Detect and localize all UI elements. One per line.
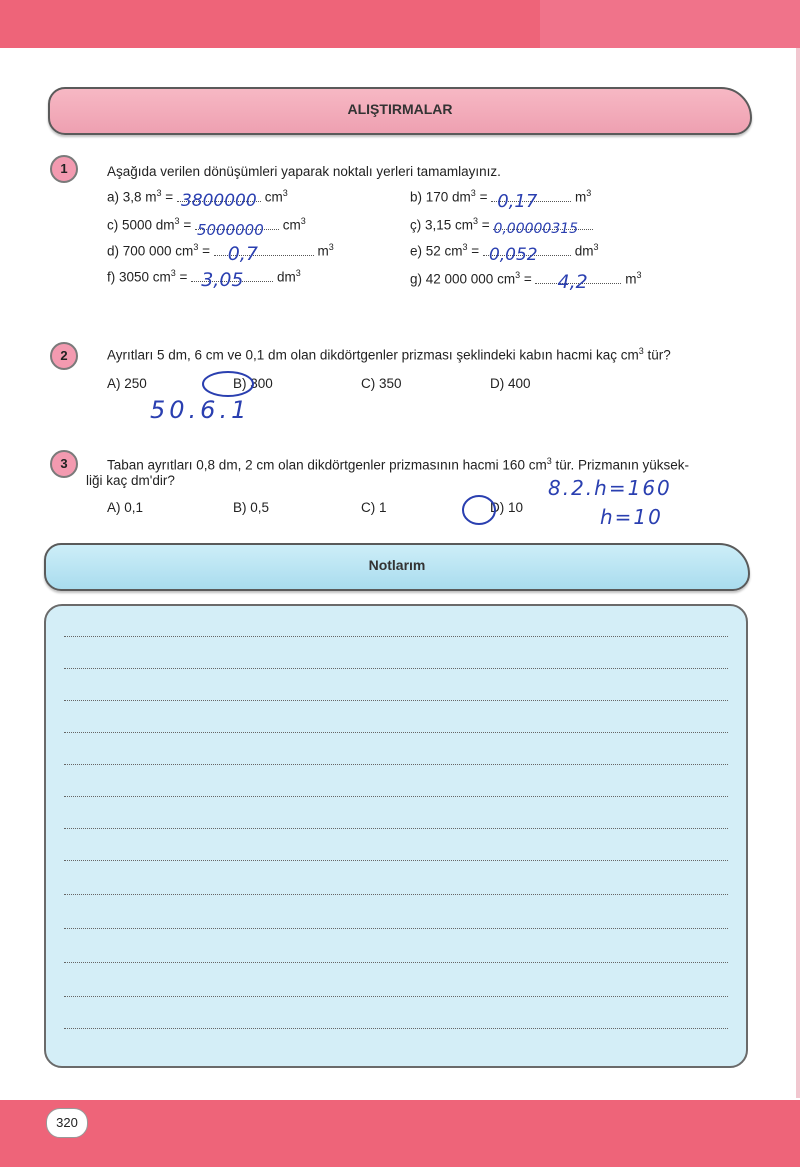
note-line (64, 860, 728, 861)
q1-item-f: f) 3050 $cm^3$ = 3,05 $dm^3$ (107, 268, 301, 291)
page-number: 320 (46, 1108, 88, 1138)
side-strip (796, 48, 800, 1098)
top-color-band (0, 0, 800, 48)
note-line (64, 668, 728, 669)
q1-answer-g: 4,2 (557, 270, 588, 293)
notes-title: Notlarım (368, 557, 426, 573)
q3-option-c[interactable]: C) 1 (361, 500, 387, 515)
note-line (64, 700, 728, 701)
note-line (64, 894, 728, 895)
note-line (64, 764, 728, 765)
q2-option-c[interactable]: C) 350 (361, 376, 402, 391)
question-1-number: 1 (50, 155, 78, 183)
note-line (64, 732, 728, 733)
q1-item-e: e) 52 $cm^3$ = 0,052 $dm^3$ (410, 242, 599, 265)
q1-item-cc: ç) 3,15 $cm^3$ = 0,00000315 (410, 216, 593, 233)
q3-option-d[interactable]: D) 10 (490, 500, 524, 515)
q1-answer-cc: 0,00000315 (493, 220, 579, 237)
q1-item-b: b) 170 $dm^3$ = 0,17 $m^3$ (410, 188, 592, 212)
exercises-title: ALIŞTIRMALAR (347, 101, 453, 117)
q1-item-d: d) 700 000 $cm^3$ = 0,7 $m^3$ (107, 242, 334, 265)
exercises-header (48, 87, 752, 135)
q2-option-a[interactable]: A) 250 (107, 376, 147, 391)
q2-option-d[interactable]: D) 400 (490, 376, 531, 391)
question-2-prompt: Ayrıtları 5 dm, 6 cm ve 0,1 dm olan dikdörtgenler prizması şeklindeki kabın hacmi kaç $cm^3$ tür? (107, 346, 671, 363)
question-1-prompt: Aşağıda verilen dönüşümleri yaparak noktalı yerleri tamamlayınız. (107, 164, 501, 179)
q1-answer-d: 0,7 (227, 242, 258, 265)
q1-answer-a: 3800000 (180, 190, 257, 211)
note-line (64, 996, 728, 997)
note-line (64, 1028, 728, 1029)
q3-option-a[interactable]: A) 0,1 (107, 500, 144, 515)
q3-handwritten-work-2: h=10 (600, 505, 663, 529)
q1-item-c: c) 5000 $dm^3$ = 5000000 $cm^3$ (107, 216, 306, 239)
question-3-prompt: Taban ayrıtları 0,8 dm, 2 cm olan dikdörtgenler prizmasının hacmi 160 $cm^3$ tür. Prizmanın yüksek- (107, 456, 690, 473)
q1-answer-e: 0,052 (488, 244, 538, 265)
note-line (64, 796, 728, 797)
note-line (64, 828, 728, 829)
q3-handwritten-work-1: 8.2.h=160 (548, 476, 672, 500)
q3-selection-circle (460, 492, 500, 528)
q1-answer-f: 3,05 (201, 268, 244, 291)
note-line (64, 928, 728, 929)
note-line (64, 962, 728, 963)
q2-option-b[interactable]: B) 300 (233, 376, 273, 391)
q2-handwritten-work: 50.6.1 (150, 396, 251, 424)
question-3-number: 3 (50, 450, 78, 478)
notes-header (44, 543, 750, 591)
q1-item-a: a) 3,8 $m^3$ = 3800000 $cm^3$ (107, 188, 288, 211)
note-line (64, 636, 728, 637)
q1-item-g: g) 42 000 000 $cm^3$ = 4,2 $m^3$ (410, 270, 642, 293)
q3-option-b[interactable]: B) 0,5 (233, 500, 270, 515)
question-3-prompt-line2: liği kaç dm'dir? (86, 473, 175, 488)
notes-area[interactable] (44, 604, 748, 1068)
bottom-color-band (0, 1100, 800, 1167)
question-2-number: 2 (50, 342, 78, 370)
q1-answer-c: 5000000 (196, 220, 264, 239)
q1-answer-b: 0,17 (497, 190, 538, 212)
